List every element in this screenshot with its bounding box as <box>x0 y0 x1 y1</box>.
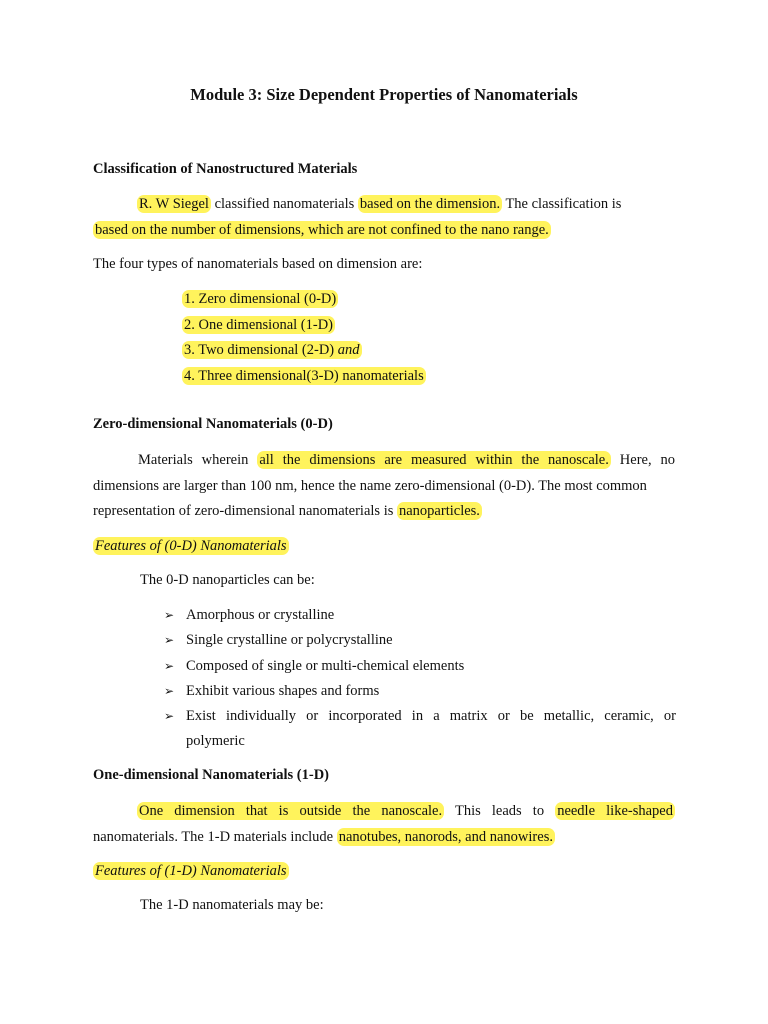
bullet-text: Single crystalline or polycrystalline <box>186 632 393 649</box>
list-item <box>182 287 426 313</box>
bullet-text: Composed of single or multi-chemical elements <box>186 657 465 674</box>
list-item <box>160 704 676 755</box>
arrow-bullet-icon: ➢ <box>164 658 175 673</box>
highlight-dimension: based on the dimension. <box>359 196 501 212</box>
list-item <box>160 603 676 628</box>
highlight-nanoparticles: nanoparticles. <box>399 503 480 519</box>
one-d-paragraph <box>93 799 675 850</box>
text-run: Materials wherein <box>138 452 258 468</box>
text-run: This leads to <box>444 803 556 819</box>
type-one-d: 2. One dimensional (1-D) <box>184 316 333 333</box>
page-title: Module 3: Size Dependent Properties of Nanomaterials <box>190 85 578 104</box>
type-two-d <box>182 341 362 359</box>
zero-d-heading: Zero-dimensional Nanomaterials (0-D) <box>93 416 333 432</box>
type-two-d-label: 3. Two dimensional (2-D) <box>184 342 338 358</box>
text-run: Here, no <box>610 452 675 468</box>
zero-d-features-heading <box>93 534 675 560</box>
zero-d-features-list <box>160 603 676 755</box>
highlight-nanoscale: all the dimensions are measured within the nanoscale. <box>259 452 609 468</box>
zero-d-intro: The 0-D nanoparticles can be: <box>140 572 315 588</box>
bullet-text-continued: polymeric <box>186 733 245 750</box>
text-run: representation of zero-dimensional nanomaterials is <box>93 503 397 519</box>
arrow-bullet-icon: ➢ <box>164 608 175 622</box>
arrow-bullet-icon: ➢ <box>164 683 175 698</box>
features-0d-label: Features of (0-D) Nanomaterials <box>95 538 287 554</box>
list-item <box>160 654 676 679</box>
four-types-intro: The four types of nanomaterials based on dimension are: <box>93 256 423 272</box>
classification-paragraph <box>93 192 675 243</box>
and-word: and <box>337 342 360 358</box>
highlight-nanotubes: nanotubes, nanorods, and nanowires. <box>338 828 553 845</box>
list-item <box>182 338 426 364</box>
type-three-d: 4. Three dimensional(3-D) nanomaterials <box>184 367 424 384</box>
highlight-outside-nanoscale: One dimension that is outside the nanoscale. <box>139 803 443 819</box>
highlight-not-confined: based on the number of dimensions, which are not confined to the nano range. <box>95 221 549 238</box>
one-d-line-1 <box>93 799 675 825</box>
type-zero-d: 1. Zero dimensional (0-D) <box>184 291 337 307</box>
arrow-bullet-icon: ➢ <box>164 709 175 724</box>
zero-d-line-2: dimensions are larger than 100 nm, hence the name zero-dimensional (0-D). The most common <box>93 477 647 494</box>
one-d-features-heading <box>93 859 675 885</box>
bullet-text: Exist individually or incorporated in a matrix or be metallic, ceramic, or <box>186 708 676 725</box>
highlight-siegel: R. W Siegel <box>139 196 209 212</box>
list-item <box>160 628 676 653</box>
zero-d-line-3 <box>93 499 675 525</box>
dimension-types-list <box>182 287 426 389</box>
list-item <box>182 364 426 390</box>
text-run: nanomaterials. The 1-D materials include <box>93 828 337 845</box>
highlight-needle-like: needle like-shaped <box>557 803 673 819</box>
zero-d-line-1 <box>93 448 675 474</box>
classification-heading: Classification of Nanostructured Materials <box>93 161 358 177</box>
one-d-intro: The 1-D nanomaterials may be: <box>140 897 324 913</box>
one-d-heading: One-dimensional Nanomaterials (1-D) <box>93 767 330 783</box>
bullet-text: Amorphous or crystalline <box>186 607 335 623</box>
list-item <box>182 313 426 339</box>
text-run: The classification is <box>502 196 622 212</box>
arrow-bullet-icon: ➢ <box>164 633 175 648</box>
text-run: classified nanomaterials <box>210 196 358 212</box>
bullet-text: Exhibit various shapes and forms <box>186 682 380 699</box>
zero-d-paragraph <box>93 448 675 525</box>
features-1d-label: Features of (1-D) Nanomaterials <box>95 863 287 879</box>
one-d-line-2 <box>93 825 675 851</box>
list-item <box>160 679 676 704</box>
